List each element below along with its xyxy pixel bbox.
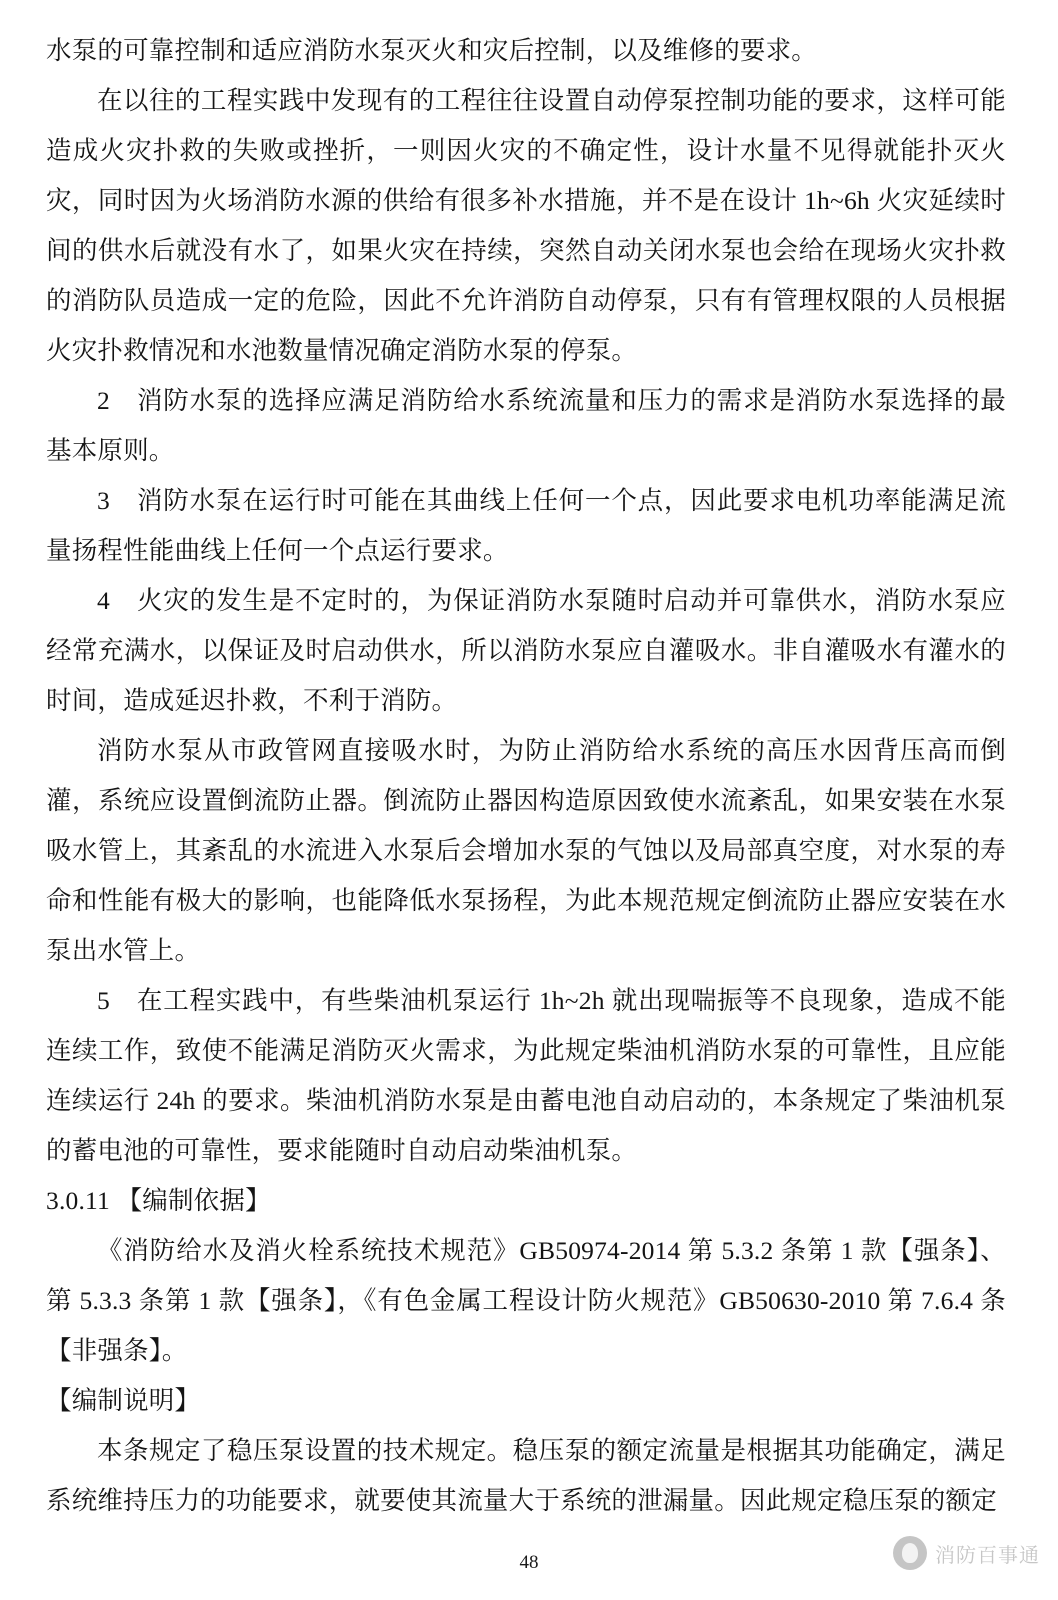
section-heading-notes: 【编制说明】 [46,1386,201,1415]
clause-heading-3-0-11: 3.0.11 【编制依据】 [46,1186,271,1215]
watermark-label: 消防百事通 [935,1544,1040,1567]
paragraph-references: 《消防给水及消火栓系统技术规范》GB50974-2014 第 5.3.2 条第 1 款【强条】、第 5.3.3 条第 1 款【强条】，《有色金属工程设计防火规范》GB50630-2010 第 7.6.4 条【非强条】。 [46,1236,1006,1365]
document-body [46,26,1006,1526]
flame-logo-icon [893,1536,927,1570]
paragraph-item-2: 2 消防水泵的选择应满足消防给水系统流量和压力的需求是消防水泵选择的最基本原则。 [46,386,1006,465]
paragraph-item-5: 5 在工程实践中，有些柴油机泵运行 1h~2h 就出现喘振等不良现象，造成不能连续工作，致使不能满足消防灭火需求，为此规定柴油机消防水泵的可靠性，且应能连续运行 24h 的要求。柴油机消防水泵是由蓄电池自动启动的，本条规定了柴油机泵的蓄电池的可靠性，要求能随时自动启动柴油机泵。 [46,986,1006,1165]
paragraph-item-3: 3 消防水泵在运行时可能在其曲线上任何一个点，因此要求电机功率能满足流量扬程性能曲线上任何一个点运行要求。 [46,486,1006,565]
watermark [893,1536,1040,1570]
paragraph-item-4: 4 火灾的发生是不定时的，为保证消防水泵随时启动并可靠供水，消防水泵应经常充满水，以保证及时启动供水，所以消防水泵应自灌吸水。非自灌吸水有灌水的时间，造成延迟扑救，不利于消防。 [46,586,1006,715]
page-number: 48 [519,1552,539,1573]
paragraph-backflow: 消防水泵从市政管网直接吸水时，为防止消防给水系统的高压水因背压高而倒灌，系统应设置倒流防止器。倒流防止器因构造原因致使水流紊乱，如果安装在水泵吸水管上，其紊乱的水流进入水泵后会增加水泵的气蚀以及局部真空度，对水泵的寿命和性能有极大的影响，也能降低水泵扬程，为此本规范规定倒流防止器应安装在水泵出水管上。 [46,736,1006,965]
paragraph-1: 在以往的工程实践中发现有的工程往往设置自动停泵控制功能的要求，这样可能造成火灾扑救的失败或挫折，一则因火灾的不确定性，设计水量不见得就能扑灭火灾，同时因为火场消防水源的供给有很多补水措施，并不是在设计 1h~6h 火灾延续时间的供水后就没有水了，如果火灾在持续，突然自动关闭水泵也会给在现场火灾扑救的消防队员造成一定的危险，因此不允许消防自动停泵，只有有管理权限的人员根据火灾扑救情况和水池数量情况确定消防水泵的停泵。 [46,86,1006,365]
paragraph-continued: 水泵的可靠控制和适应消防水泵灭火和灾后控制，以及维修的要求。 [46,36,818,65]
paragraph-notes-body: 本条规定了稳压泵设置的技术规定。稳压泵的额定流量是根据其功能确定，满足系统维持压力的功能要求，就要使其流量大于系统的泄漏量。因此规定稳压泵的额定 [46,1436,1006,1515]
